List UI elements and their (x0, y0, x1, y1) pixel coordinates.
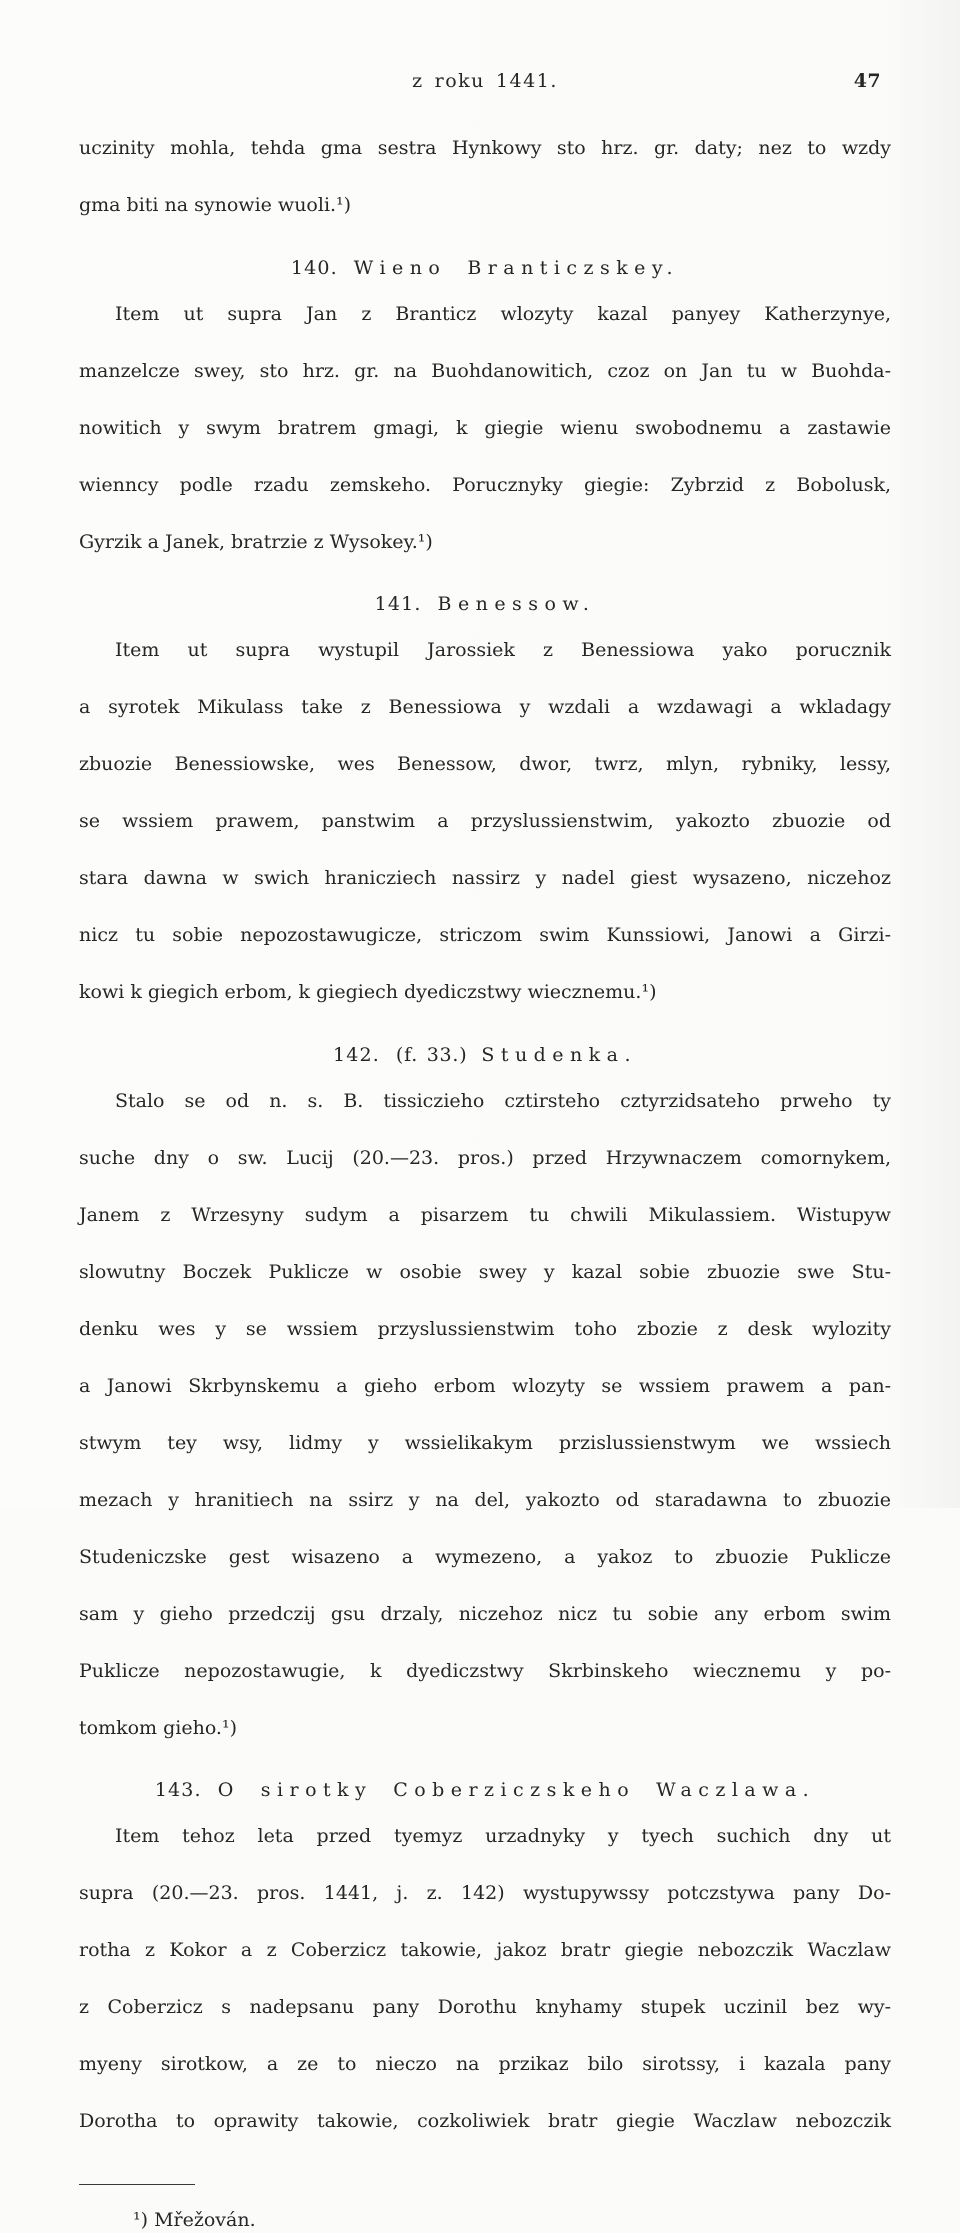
text-line: Item ut supra Jan z Branticz wlozyty kazal panyey Katherzynye, (115, 302, 891, 325)
paragraph (79, 1822, 891, 2164)
text-line: Gyrzik a Janek, bratrzie z Wysokey.¹) (79, 530, 433, 553)
text-line: Puklicze nepozostawugie, k dyediczstwy Skrbinskeho wiecznemu y po- (79, 1659, 891, 1682)
section-number: 142. (333, 1043, 380, 1066)
text-line: supra (20.—23. pros. 1441, j. z. 142) wystupywssy potczstywa pany Do- (79, 1882, 891, 1904)
paragraph (79, 636, 891, 1007)
page-content (79, 134, 891, 2164)
text-line: stwym tey wsy, lidmy y wssielikakym przislussienstwym we wssiech (79, 1431, 891, 1454)
text-line: z Coberzicz s nadepsanu pany Dorothu knyhamy stupek uczinil bez wy- (79, 1996, 891, 2018)
section-title: Studenka. (481, 1043, 637, 1066)
text-line: Item ut supra wystupil Jarossiek z Benessiowa yako porucznik (115, 639, 891, 661)
text-line: sam y gieho przedczij gsu drzaly, niczehoz nicz tu sobie any erbom swim (79, 1602, 891, 1625)
text-line: nowitich y swym bratrem gmagi, k giegie wienu swobodnemu a zastawie (79, 416, 891, 439)
section-heading (79, 254, 891, 282)
footnote-marker: ¹) (133, 2209, 149, 2231)
paragraph (79, 1087, 891, 1743)
text-line: denku wes y se wssiem przyslussienstwim toho zbozie z desk wylozity (79, 1317, 891, 1340)
paragraph (79, 300, 891, 557)
text-line: slowutny Boczek Puklicze w osobie swey y kazal sobie zbuozie swe Stu- (79, 1260, 891, 1283)
text-line: se wssiem prawem, panstwim a przyslussienstwim, yakozto zbuozie od (79, 810, 891, 832)
text-line: gma biti na synowie wuoli.¹) (79, 194, 352, 216)
section-number: 140. (290, 256, 338, 279)
running-header (79, 70, 891, 96)
text-line: a Janowi Skrbynskemu a gieho erbom wlozyty se wssiem prawem a pan- (79, 1374, 891, 1397)
text-line: kowi k giegich erbom, k giegiech dyediczstwy wiecznemu.¹) (79, 981, 657, 1003)
section-number: 141. (374, 593, 422, 615)
text-column (79, 70, 891, 2233)
section-title: O sirotky Coberziczskeho Waczlawa. (217, 1779, 816, 1801)
text-line: myeny sirotkow, a ze to nieczo na przikaz bilo sirotssy, i kazala pany (79, 2053, 891, 2075)
text-line: rotha z Kokor a z Coberzicz takowie, jakoz bratr giegie nebozczik Waczlaw (79, 1939, 891, 1961)
text-line: manzelcze swey, sto hrz. gr. na Buohdanowitich, czoz on Jan tu w Buohda- (79, 359, 891, 382)
text-line: Stalo se od n. s. B. tissiczieho cztirsteho cztyrzidsateho prweho ty (115, 1089, 891, 1112)
section-folio: (f. 33.) (395, 1043, 468, 1066)
text-line: a syrotek Mikulass take z Benessiowa y wzdali a wzdawagi a wkladagy (79, 696, 891, 718)
section-number: 143. (154, 1779, 202, 1801)
text-line: stara dawna w swich hranicziech nassirz y nadel giest wysazeno, niczehoz (79, 867, 891, 889)
section-heading (79, 590, 891, 618)
section-heading (79, 1776, 891, 1804)
text-line: nicz tu sobie nepozostawugicze, striczom swim Kunssiowi, Janowi a Girzi- (79, 924, 891, 946)
text-line: suche dny o sw. Lucij (20.—23. pros.) przed Hrzywnaczem comornykem, (79, 1146, 891, 1169)
text-line: Dorotha to oprawity takowie, cozkoliwiek bratr giegie Waczlaw nebozczik (79, 2110, 891, 2132)
text-line: wienncy podle rzadu zemskeho. Porucznyky giegie: Zybrzid z Bobolusk, (79, 473, 891, 496)
text-line: tomkom gieho.¹) (79, 1716, 237, 1739)
text-line: zbuozie Benessiowske, wes Benessow, dwor, twrz, mlyn, rybniky, lessy, (79, 753, 891, 775)
text-line: Janem z Wrzesyny sudym a pisarzem tu chwili Mikulassiem. Wistupyw (79, 1203, 891, 1226)
section-title: Wieno Branticzskey. (353, 256, 680, 279)
footnote-rule (79, 2184, 195, 2185)
page-number: 47 (853, 70, 881, 92)
paragraph (79, 134, 891, 220)
text-line: Item tehoz leta przed tyemyz urzadnyky y tyech suchich dny ut (115, 1825, 891, 1847)
text-line: uczinity mohla, tehda gma sestra Hynkowy sto hrz. gr. daty; nez to wzdy (79, 137, 891, 159)
section-heading (79, 1041, 891, 1069)
footnote (79, 2207, 891, 2233)
footnote-text: Mřežován. (154, 2209, 256, 2231)
footnote-block (79, 2184, 891, 2233)
text-line: mezach y hranitiech na ssirz y na del, yakozto od staradawna to zbuozie (79, 1488, 891, 1511)
section-title: Benessow. (437, 593, 596, 615)
running-header-title: z roku 1441. (412, 70, 558, 92)
text-line: Studeniczske gest wisazeno a wymezeno, a yakoz to zbuozie Puklicze (79, 1545, 891, 1568)
